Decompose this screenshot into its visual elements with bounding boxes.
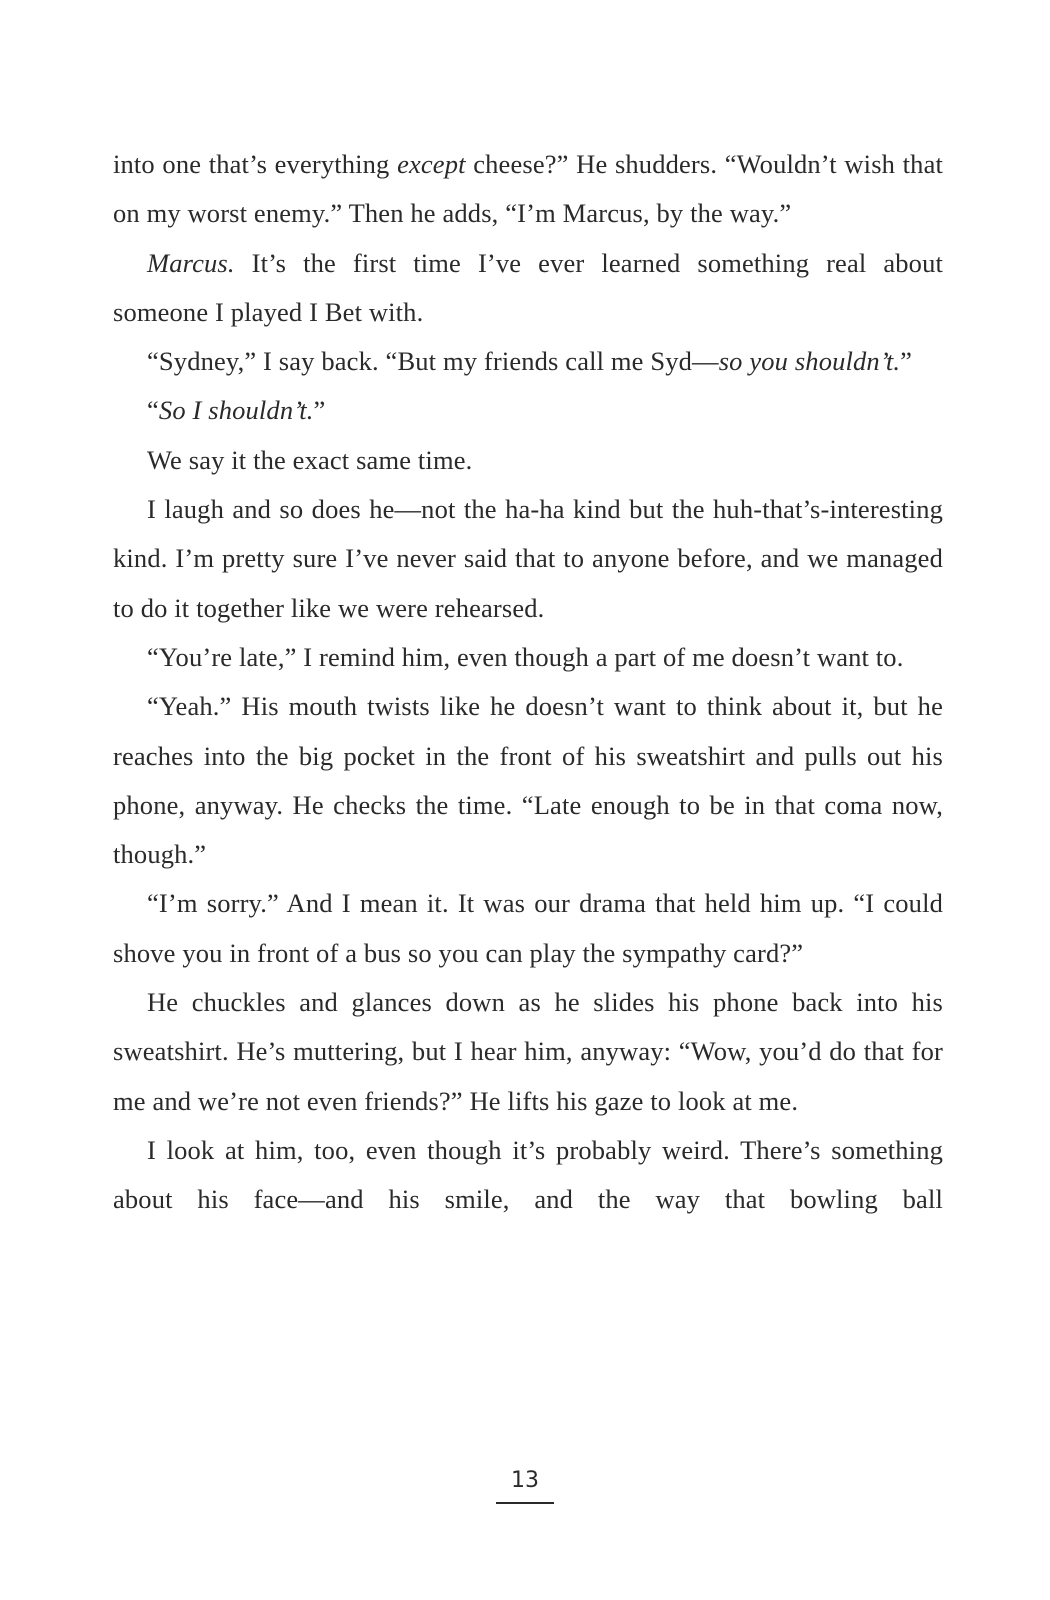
text-run: cheese?” He shudders. “Wouldn’t wish that on my worst enemy.” Then he adds, “I’m Marcus, by the way.” <box>113 149 943 229</box>
text-run: I look at him, too, even though it’s probably weird. There’s something about his face—and his smile, and the way that bowling ball <box>113 1134 943 1215</box>
page-number: 13 <box>511 1468 539 1493</box>
text-run: It’s the first time I’ve ever learned something real about someone I played I Bet with. <box>113 247 943 327</box>
paragraph <box>113 1126 943 1225</box>
body-text <box>113 140 943 1225</box>
italic-text: Marcus. <box>147 247 235 278</box>
paragraph <box>113 485 943 633</box>
text-run: “Sydney,” I say back. “But my friends call me Syd— <box>147 346 719 377</box>
paragraph <box>113 682 943 879</box>
text-run: “You’re late,” I remind him, even though a part of me doesn’t want to. <box>147 641 904 672</box>
text-run: “I’m sorry.” And I mean it. It was our drama that held him up. “I could shove you in front of a bus so you can play the sympathy card?” <box>113 888 943 968</box>
italic-text: so you shouldn’t. <box>718 346 901 377</box>
paragraph <box>113 436 943 485</box>
paragraph <box>113 337 943 386</box>
italic-text: So I shouldn’t. <box>158 395 314 426</box>
text-run: ” <box>900 346 913 377</box>
text-run: I laugh and so does he—not the ha-ha kind but the huh-that’s-interesting kind. I’m pretty sure I’ve never said that to anyone before, and we managed to do it together like we were rehearsed. <box>113 494 943 623</box>
text-run: We say it the exact same time. <box>147 444 473 475</box>
page-footer <box>0 1466 1050 1504</box>
text-run: “Yeah.” His mouth twists like he doesn’t want to think about it, but he reaches into the big pocket in the front of his sweatshirt and pulls out his phone, anyway. He checks the time. “Late enough to be in that coma now, though.” <box>113 691 943 870</box>
text-run: ” <box>313 395 326 426</box>
page-number-underline <box>496 1502 554 1504</box>
italic-text: except <box>397 149 466 179</box>
paragraph <box>113 140 943 239</box>
text-run: “ <box>147 395 159 426</box>
paragraph <box>113 879 943 978</box>
paragraph <box>113 239 943 338</box>
text-run: He chuckles and glances down as he slides his phone back into his sweatshirt. He’s muttering, but I hear him, anyway: “Wow, you’d do that for me and we’re not even friends?” He lifts his gaze to look at me. <box>113 987 943 1116</box>
paragraph <box>113 978 943 1126</box>
paragraph <box>113 633 943 682</box>
text-run: into one that’s everything <box>113 149 398 179</box>
paragraph <box>113 386 943 435</box>
